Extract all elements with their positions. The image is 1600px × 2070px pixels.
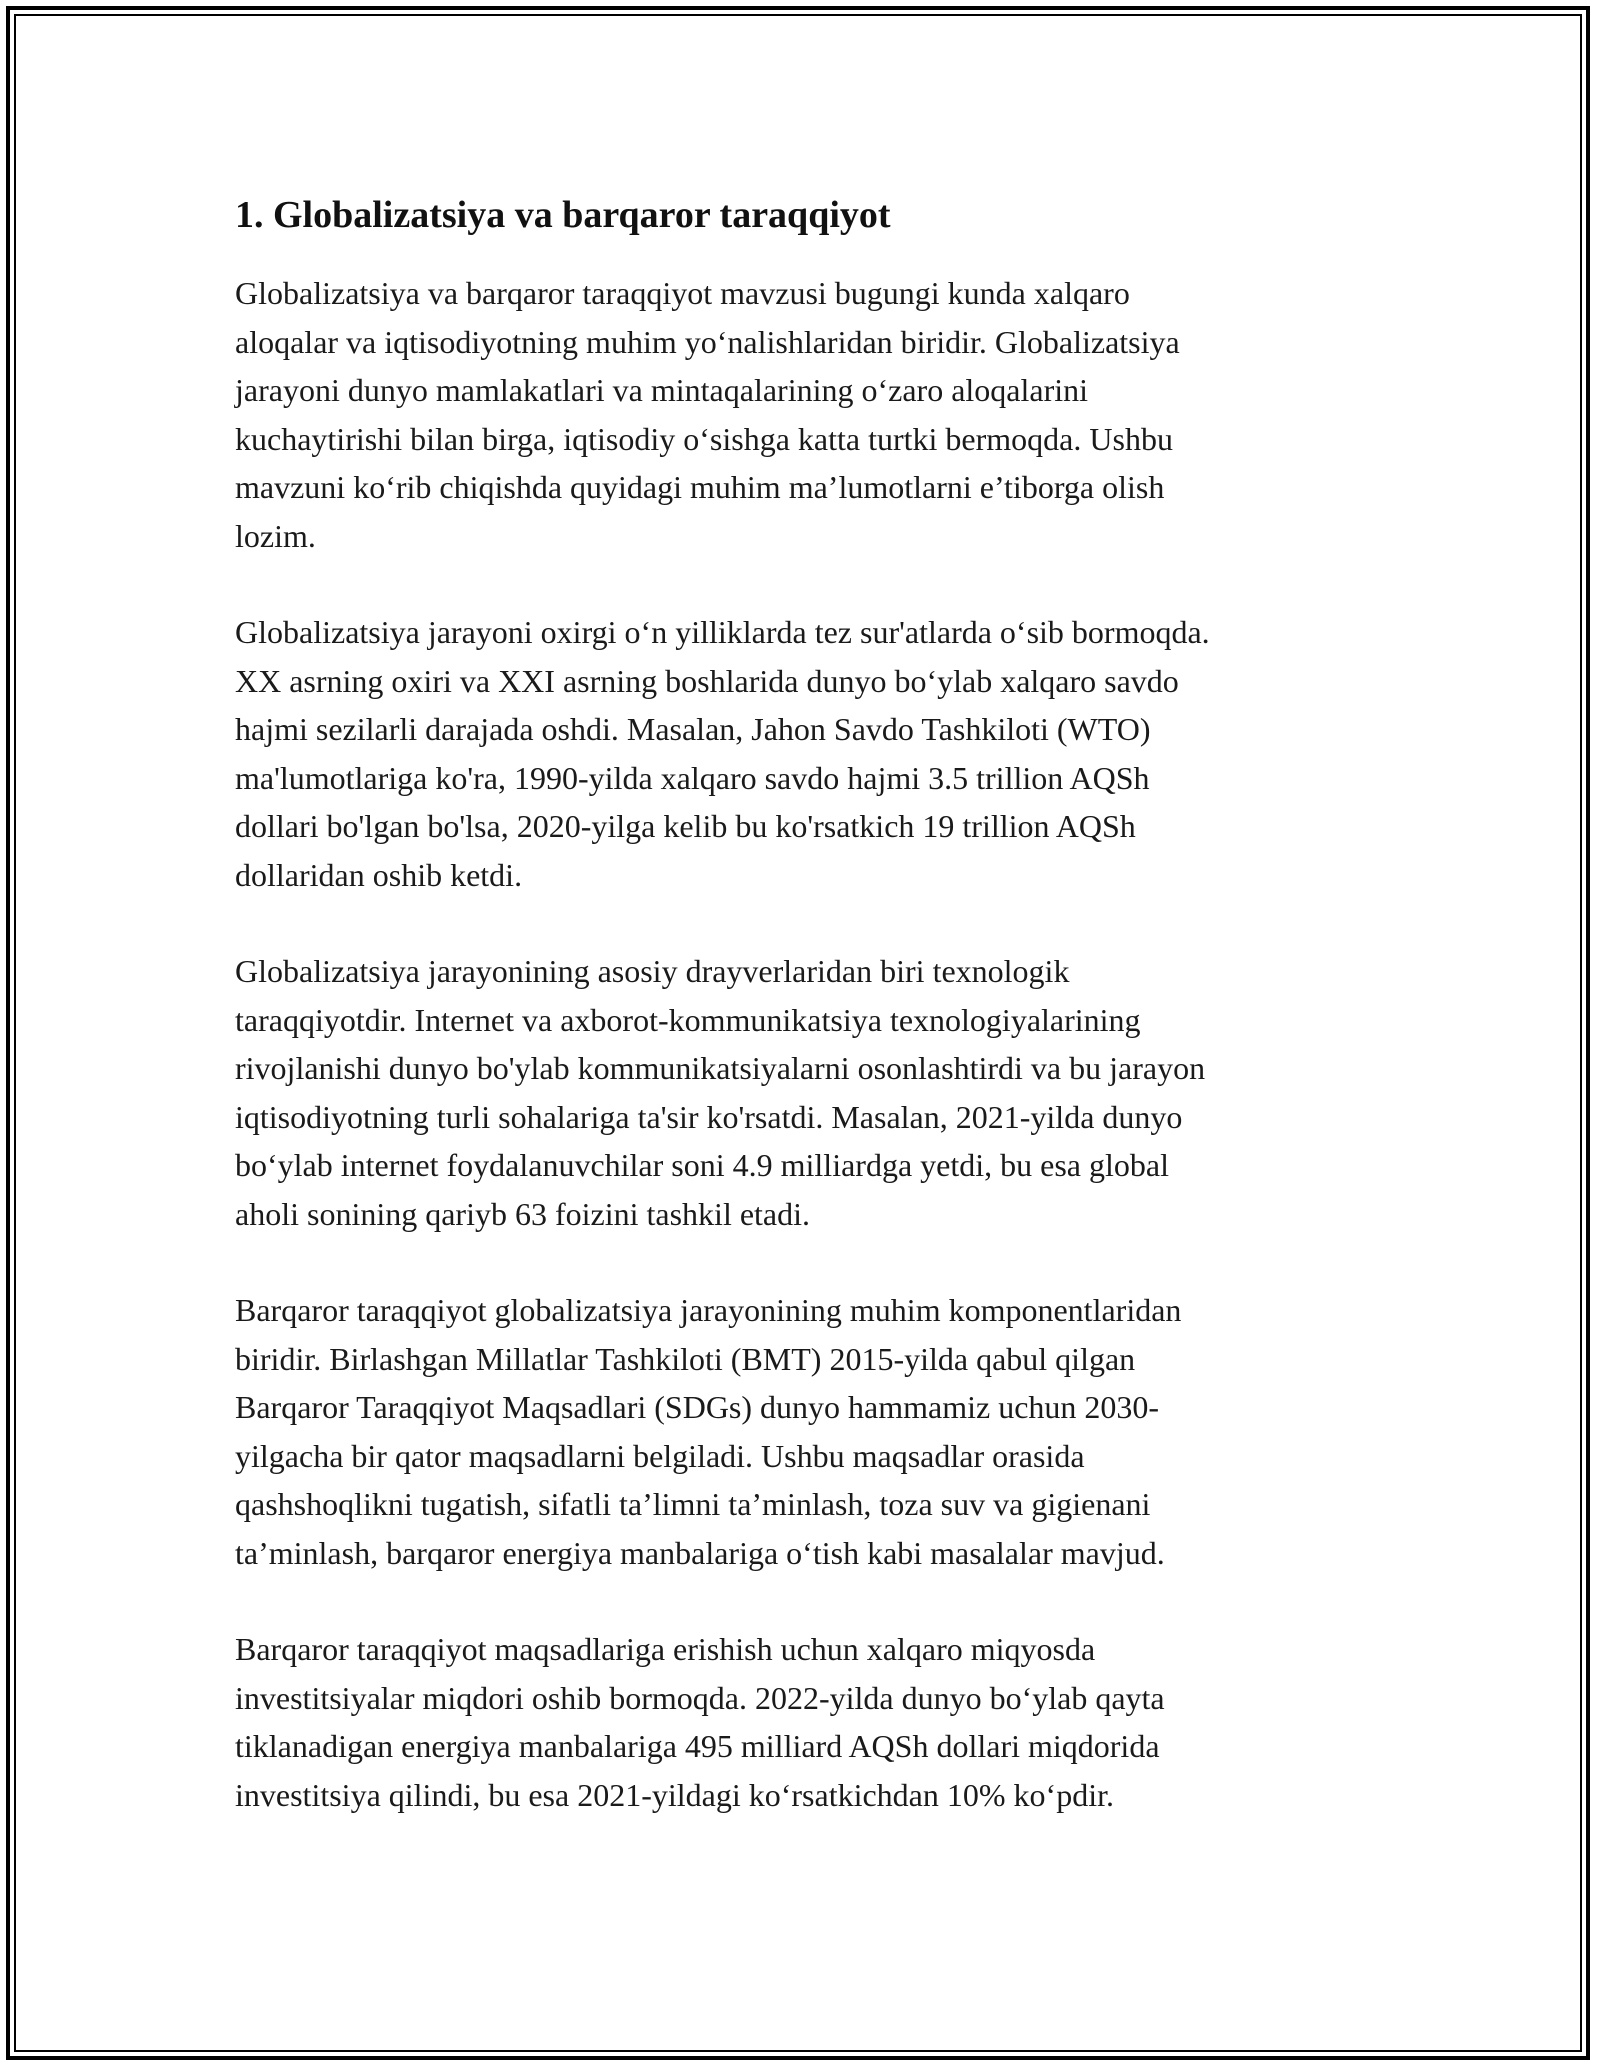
paragraph-intro (235, 269, 1365, 560)
text-line: taraqqiyotdir. Internet va axborot-kommunikatsiya texnologiyalarining (235, 1001, 1141, 1038)
text-line: yilgacha bir qator maqsadlarni belgiladi. Ushbu maqsadlar orasida (235, 1437, 1085, 1474)
text-line: iqtisodiyotning turli sohalariga ta'sir ko'rsatdi. Masalan, 2021-yilda dunyo (235, 1098, 1183, 1135)
text-line: biridir. Birlashgan Millatlar Tashkiloti (BMT) 2015-yilda qabul qilgan (235, 1340, 1136, 1377)
text-line: qashshoqlikni tugatish, sifatli ta’limni ta’minlash, toza suv va gigienani (235, 1486, 1151, 1522)
text-line: mavzuni ko‘rib chiqishda quyidagi muhim ma’lumotlarni e’tiborga olish (235, 469, 1165, 505)
paragraph-sustainable-development (235, 1286, 1365, 1577)
text-line: aholi sonining qariyb 63 foizini tashkil etadi. (235, 1195, 811, 1232)
text-line: ta’minlash, barqaror energiya manbalariga o‘tish kabi masalalar mavjud. (235, 1534, 1165, 1571)
section-heading: 1. Globalizatsiya va barqaror taraqqiyot (235, 194, 891, 236)
text-line: Barqaror taraqqiyot maqsadlariga erishish uchun xalqaro miqyosda (235, 1631, 1096, 1667)
text-line: dollari bo'lgan bo'lsa, 2020-yilga kelib bu ko'rsatkich 19 trillion AQSh (235, 808, 1136, 844)
text-line: Barqaror taraqqiyot globalizatsiya jarayonining muhim komponentlaridan (235, 1292, 1182, 1328)
text-line: ma'lumotlariga ko'ra, 1990-yilda xalqaro savdo hajmi 3.5 trillion AQSh (235, 759, 1150, 796)
text-line: XX asrning oxiri va XXI asrning boshlarida dunyo bo‘ylab xalqaro savdo (235, 662, 1179, 699)
text-line: Globalizatsiya jarayoni oxirgi o‘n yilliklarda tez sur'atlarda o‘sib bormoqda. (235, 614, 1210, 650)
paragraph-trade-growth (235, 608, 1365, 899)
text-line: jarayoni dunyo mamlakatlari va mintaqalarining o‘zaro aloqalarini (235, 372, 1089, 408)
text-line: aloqalar va iqtisodiyotning muhim yo‘nalishlaridan biridir. Globalizatsiya (235, 323, 1180, 360)
text-line: hajmi sezilarli darajada oshdi. Masalan, Jahon Savdo Tashkiloti (WTO) (235, 711, 1151, 747)
text-line: Barqaror Taraqqiyot Maqsadlari (SDGs) dunyo hammamiz uchun 2030- (235, 1389, 1160, 1425)
paragraph-technology (235, 947, 1365, 1238)
document-body (235, 185, 1365, 1867)
text-line: rivojlanishi dunyo bo'ylab kommunikatsiyalarni osonlashtirdi va bu jarayon (235, 1050, 1206, 1086)
text-line: bo‘ylab internet foydalanuvchilar soni 4.9 milliardga yetdi, bu esa global (235, 1147, 1169, 1183)
text-line: investitsiyalar miqdori oshib bormoqda. 2022-yilda dunyo bo‘ylab qayta (235, 1679, 1165, 1716)
text-line: Globalizatsiya va barqaror taraqqiyot mavzusi bugungi kunda xalqaro (235, 275, 1130, 311)
text-line: tiklanadigan energiya manbalariga 495 milliard AQSh dollari miqdorida (235, 1728, 1160, 1764)
text-line: investitsiya qilindi, bu esa 2021-yildagi ko‘rsatkichdan 10% ko‘pdir. (235, 1776, 1114, 1813)
text-line: dollaridan oshib ketdi. (235, 856, 523, 893)
text-line: Globalizatsiya jarayonining asosiy drayverlaridan biri texnologik (235, 953, 1070, 989)
text-line: lozim. (235, 517, 316, 554)
paragraph-investments (235, 1625, 1365, 1819)
text-line: kuchaytirishi bilan birga, iqtisodiy o‘sishga katta turtki bermoqda. Ushbu (235, 420, 1173, 457)
